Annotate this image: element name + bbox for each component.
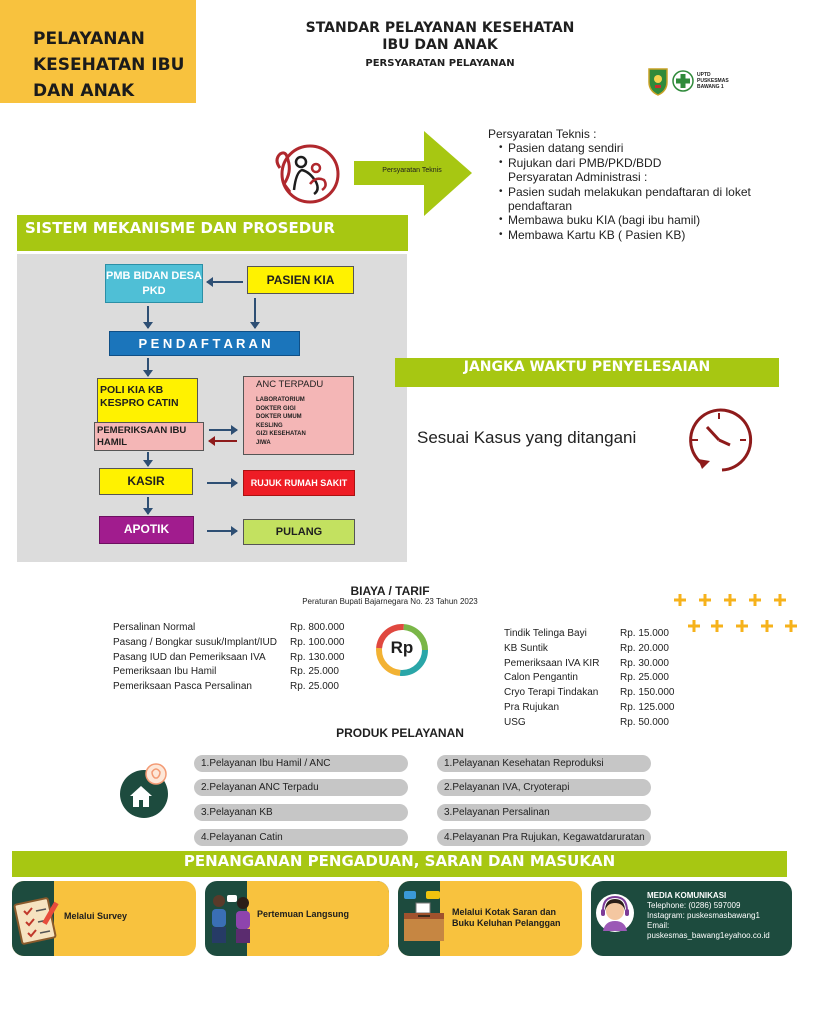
meeting-card bbox=[205, 881, 389, 956]
fee-row: Cryo Terapi Tindakan Rp. 150.000 bbox=[504, 687, 675, 699]
main-title-line-1: STANDAR PELAYANAN KESEHATAN bbox=[305, 20, 575, 36]
media-communication-card bbox=[591, 881, 792, 956]
pendaftaran-box: P E N D A F T A R A N bbox=[109, 331, 300, 356]
survey-card bbox=[12, 881, 196, 956]
flowchart bbox=[17, 254, 407, 562]
pulang-box: PULANG bbox=[243, 519, 355, 545]
program-title-box bbox=[0, 0, 196, 103]
program-title-line-1: PELAYANAN bbox=[33, 29, 145, 49]
media-info bbox=[647, 891, 770, 941]
media-instagram: Instagram: puskesmasbawang1 bbox=[647, 911, 760, 920]
fee-row: Pemeriksaan Ibu Hamil Rp. 25.000 bbox=[113, 666, 339, 678]
fees-right-list bbox=[504, 628, 676, 732]
survey-clipboard-icon bbox=[10, 895, 66, 945]
duration-text: Sesuai Kasus yang ditangani bbox=[417, 428, 637, 447]
fees-heading: BIAYA / TARIF bbox=[350, 584, 430, 598]
fee-row: Calon Pengantin Rp. 25.000 bbox=[504, 672, 669, 684]
fee-row: Persalinan Normal Rp. 800.000 bbox=[113, 622, 345, 633]
teknis-item: • Rujukan dari PMB/PKD/BDD bbox=[488, 156, 753, 170]
product-item-right-3: 3.Pelayanan Persalinan bbox=[437, 804, 651, 821]
suggestion-box-label: Melalui Kotak Saran dan Buku Keluhan Pelanggan bbox=[452, 907, 561, 928]
admin-heading: Persyaratan Administrasi : bbox=[508, 170, 648, 185]
media-email: puskesmas_bawang1eyahoo.co.id bbox=[647, 931, 770, 940]
fee-row: Tindik Telinga Bayi Rp. 15.000 bbox=[504, 628, 669, 639]
arrow-periksa-to-kasir bbox=[147, 452, 149, 466]
arrow-pasien-to-pendaftaran bbox=[254, 298, 256, 328]
fee-row: Pra Rujukan Rp. 125.000 bbox=[504, 701, 675, 713]
mechanism-heading: SISTEM MEKANISME DAN PROSEDUR bbox=[17, 215, 408, 251]
mother-child-icon bbox=[270, 138, 342, 210]
duration-heading: JANGKA WAKTU PENYELESAIAN bbox=[395, 358, 779, 387]
poli-kia-box: POLI KIA KB KESPRO CATIN bbox=[97, 378, 198, 428]
rujuk-rumah-sakit-box: RUJUK RUMAH SAKIT bbox=[243, 470, 355, 496]
arrow-periksa-to-anc bbox=[209, 429, 237, 431]
regency-logo bbox=[647, 66, 669, 96]
puskesmas-logo-text: UPTD PUSKESMAS BAWANG 1 bbox=[697, 72, 729, 90]
suggestion-box-icon bbox=[400, 889, 448, 949]
products-heading: PRODUK PELAYANAN bbox=[336, 726, 464, 740]
arrow-anc-to-periksa bbox=[209, 440, 237, 442]
main-title-line-2: IBU DAN ANAK bbox=[382, 37, 498, 53]
subtitle: PERSYARATAN PELAYANAN bbox=[365, 58, 515, 69]
requirements-list bbox=[488, 127, 753, 242]
fee-row: Pasang IUD dan Pemeriksaan IVA Rp. 130.000 bbox=[113, 651, 345, 663]
survey-label: Melalui Survey bbox=[64, 911, 128, 921]
customer-service-icon bbox=[591, 889, 639, 937]
anc-items: LABORATORIUM DOKTER GIGI DOKTER UMUM KESLING GIZI KESEHATAN JIWA bbox=[256, 397, 306, 446]
fees-regulation: Peraturan Bupati Bajarnegara No. 23 Tahun 2023 bbox=[302, 597, 478, 606]
clock-icon bbox=[684, 405, 754, 475]
product-item-right-1: 1.Pelayanan Kesehatan Reproduksi bbox=[437, 755, 651, 772]
arrow-pasien-to-pmb bbox=[207, 281, 243, 283]
puskesmas-logo-icon bbox=[672, 70, 694, 92]
media-title: MEDIA KOMUNIKASI bbox=[647, 891, 727, 900]
fees-left-list bbox=[113, 622, 353, 696]
program-title-line-2: KESEHATAN IBU bbox=[33, 55, 185, 75]
media-email-label: Email: bbox=[647, 921, 670, 930]
decorative-plus-pattern bbox=[672, 590, 798, 634]
fee-row: Pemeriksaan IVA KIR Rp. 30.000 bbox=[504, 657, 669, 669]
admin-item: • Membawa buku KIA (bagi ibu hamil) bbox=[488, 213, 753, 227]
home-idea-icon bbox=[114, 760, 174, 820]
anc-title: ANC TERPADU bbox=[256, 379, 324, 390]
program-title-line-3: DAN ANAK bbox=[33, 81, 135, 101]
product-item-left-3: 3.Pelayanan KB bbox=[194, 804, 408, 821]
pasien-kia-box: PASIEN KIA bbox=[247, 266, 354, 294]
fee-row: Pemeriksaan Pasca Persalinan Rp. 25.000 bbox=[113, 681, 339, 693]
pemeriksaan-ibu-hamil-box: PEMERIKSAAN IBU HAMIL bbox=[94, 422, 204, 451]
admin-item: • Pasien sudah melakukan pendaftaran di loket pendaftaran bbox=[488, 185, 753, 214]
teknis-heading: Persyaratan Teknis : bbox=[488, 127, 597, 141]
arrow-kasir-to-apotik bbox=[147, 497, 149, 514]
fee-row: Pasang / Bongkar susuk/Implant/IUD Rp. 100.000 bbox=[113, 636, 345, 648]
arrow-pmb-to-pendaftaran bbox=[147, 306, 149, 328]
product-item-left-1: 1.Pelayanan Ibu Hamil / ANC bbox=[194, 755, 408, 772]
product-item-left-4: 4.Pelayanan Catin bbox=[194, 829, 408, 846]
arrow-apotik-to-pulang bbox=[207, 530, 237, 532]
fee-row: USG Rp. 50.000 bbox=[504, 716, 669, 728]
complaints-heading: PENANGANAN PENGADUAN, SARAN DAN MASUKAN bbox=[12, 851, 787, 877]
suggestion-box-card bbox=[398, 881, 582, 956]
meeting-label: Pertemuan Langsung bbox=[257, 909, 350, 919]
media-phone: Telephone: (0286) 597009 bbox=[647, 901, 741, 910]
teknis-item: • Pasien datang sendiri bbox=[488, 141, 753, 155]
fee-row: KB Suntik Rp. 20.000 bbox=[504, 642, 669, 654]
meeting-people-icon bbox=[207, 891, 257, 949]
arrow-pendaftaran-to-poli bbox=[147, 358, 149, 376]
admin-item: • Membawa Kartu KB ( Pasien KB) bbox=[488, 228, 753, 242]
anc-terpadu-box bbox=[243, 376, 354, 455]
product-item-left-2: 2.Pelayanan ANC Terpadu bbox=[194, 779, 408, 796]
product-item-right-4: 4.Pelayanan Pra Rujukan, Kegawatdaruratan bbox=[437, 829, 651, 846]
kasir-box: KASIR bbox=[99, 468, 193, 495]
pmb-box: PMB BIDAN DESA PKD bbox=[105, 264, 203, 303]
product-item-right-2: 2.Pelayanan IVA, Cryoterapi bbox=[437, 779, 651, 796]
requirements-arrow-label: Persyaratan Teknis bbox=[382, 167, 442, 174]
arrow-kasir-to-rujuk bbox=[207, 482, 237, 484]
apotik-box: APOTIK bbox=[99, 516, 194, 544]
rupiah-symbol: Rp bbox=[390, 638, 414, 657]
